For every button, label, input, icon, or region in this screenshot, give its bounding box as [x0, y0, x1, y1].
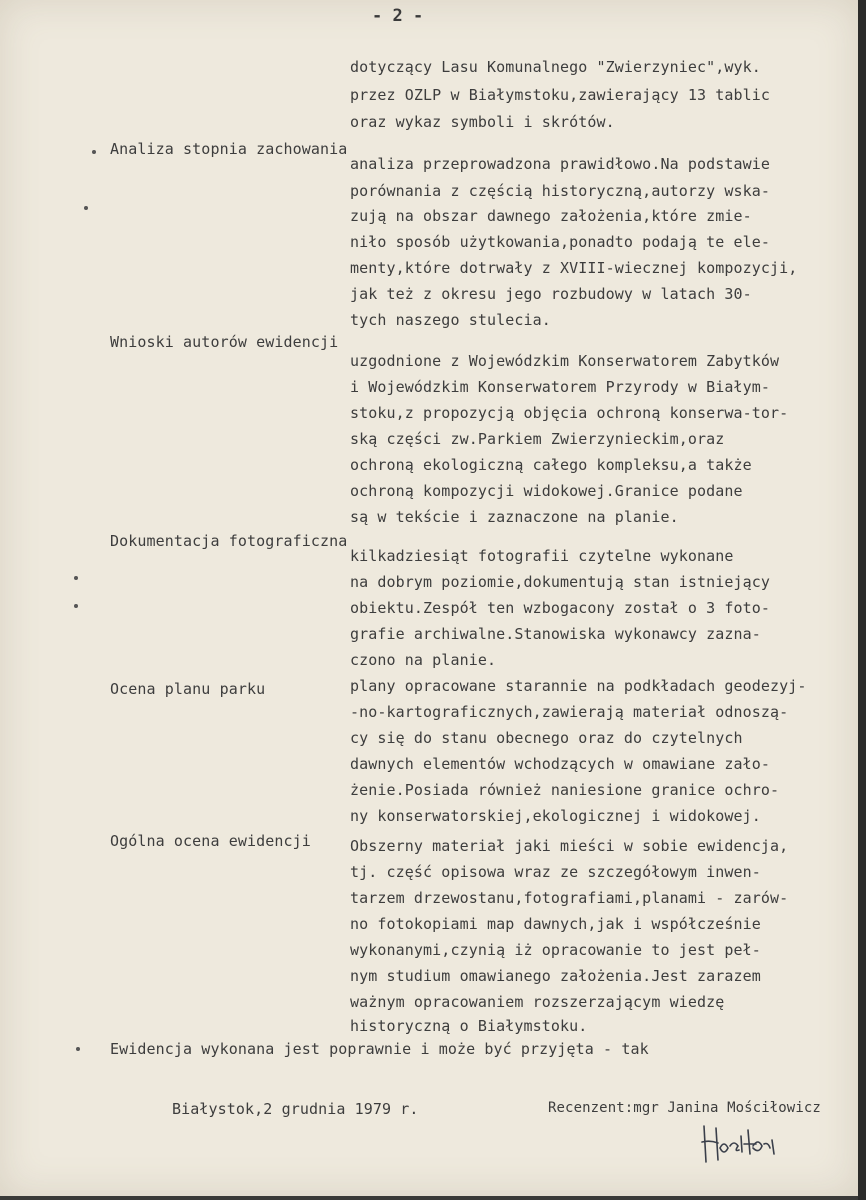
section-line: dawnych elementów wchodzących w omawiane zało-	[350, 755, 771, 773]
section-line: i Wojewódzkim Konserwatorem Przyrody w Białym-	[350, 378, 771, 396]
section-label: Analiza stopnia zachowania	[110, 140, 348, 158]
section-line: plany opracowane starannie na podkładach geodezyj-	[350, 677, 807, 695]
scan-edge	[858, 0, 866, 1200]
margin-dot	[84, 206, 88, 210]
section-line: ważnym opracowaniem rozszerzającym wiedzę	[350, 993, 725, 1011]
section-line: ską części zw.Parkiem Zwierzynieckim,oraz	[350, 430, 725, 448]
section-line: na dobrym poziomie,dokumentują stan istniejący	[350, 573, 771, 591]
section-label: Wnioski autorów ewidencji	[110, 333, 339, 351]
section-line: grafie archiwalne.Stanowiska wykonawcy zazna-	[350, 625, 761, 643]
section-line: ochroną kompozycji widokowej.Granice podane	[350, 482, 743, 500]
margin-dot	[74, 576, 78, 580]
section-line: żenie.Posiada również naniesione granice ochro-	[350, 781, 780, 799]
section-line: jak też z okresu jego rozbudowy w latach 30-	[350, 285, 752, 303]
margin-dot	[92, 150, 96, 154]
section-line: czono na planie.	[350, 651, 497, 669]
intro-line: oraz wykaz symboli i skrótów.	[350, 113, 615, 131]
section-line: ny konserwatorskiej,ekologicznej i widokowej.	[350, 807, 761, 825]
section-line: no fotokopiami map dawnych,jak i współcześnie	[350, 915, 761, 933]
section-line: cy się do stanu obecnego oraz do czytelnych	[350, 729, 743, 747]
section-line: niło sposób użytkowania,ponadto podają te ele-	[350, 233, 771, 251]
place-date: Białystok,2 grudnia 1979 r.	[172, 1100, 419, 1118]
page-number: - 2 -	[372, 6, 424, 26]
margin-dot	[74, 604, 78, 608]
section-line: -no-kartograficznych,zawierają materiał odnoszą-	[350, 703, 789, 721]
section-line: zują na obszar dawnego założenia,które zmie-	[350, 207, 752, 225]
section-line: ochroną ekologiczną całego kompleksu,a także	[350, 456, 752, 474]
section-line: analiza przeprowadzona prawidłowo.Na podstawie	[350, 155, 771, 173]
section-line: historyczną o Białymstoku.	[350, 1017, 588, 1035]
section-line: tj. część opisowa wraz ze szczegółowym inwen-	[350, 863, 761, 881]
section-line: porównania z częścią historyczną,autorzy wska-	[350, 182, 771, 200]
conclusion-line: Ewidencja wykonana jest poprawnie i może być przyjęta - tak	[110, 1040, 649, 1058]
section-label: Ocena planu parku	[110, 680, 266, 698]
section-line: Obszerny materiał jaki mieści w sobie ewidencja,	[350, 837, 789, 855]
section-line: nym studium omawianego założenia.Jest zarazem	[350, 967, 761, 985]
intro-line: dotyczący Lasu Komunalnego "Zwierzyniec",wyk.	[350, 58, 761, 76]
section-line: kilkadziesiąt fotografii czytelne wykonane	[350, 547, 734, 565]
handwritten-signature	[698, 1118, 776, 1175]
section-line: są w tekście i zaznaczone na planie.	[350, 508, 679, 526]
section-line: wykonanymi,czynią iż opracowanie to jest peł-	[350, 941, 761, 959]
section-label: Ogólna ocena ewidencji	[110, 832, 311, 850]
intro-line: przez OZLP w Białymstoku,zawierający 13 tablic	[350, 86, 771, 104]
section-line: menty,które dotrwały z XVIII-wiecznej kompozycji,	[350, 259, 798, 277]
section-line: tarzem drzewostanu,fotografiami,planami - zarów-	[350, 889, 789, 907]
section-line: tych naszego stulecia.	[350, 311, 551, 329]
section-label: Dokumentacja fotograficzna	[110, 532, 348, 550]
section-line: obiektu.Zespół ten wzbogacony został o 3 foto-	[350, 599, 771, 617]
margin-dot	[76, 1047, 80, 1051]
section-line: stoku,z propozycją objęcia ochroną konserwa-tor-	[350, 404, 789, 422]
reviewer-line: Recenzent:mgr Janina Mościłowicz	[548, 1100, 821, 1116]
section-line: uzgodnione z Wojewódzkim Konserwatorem Zabytków	[350, 352, 780, 370]
